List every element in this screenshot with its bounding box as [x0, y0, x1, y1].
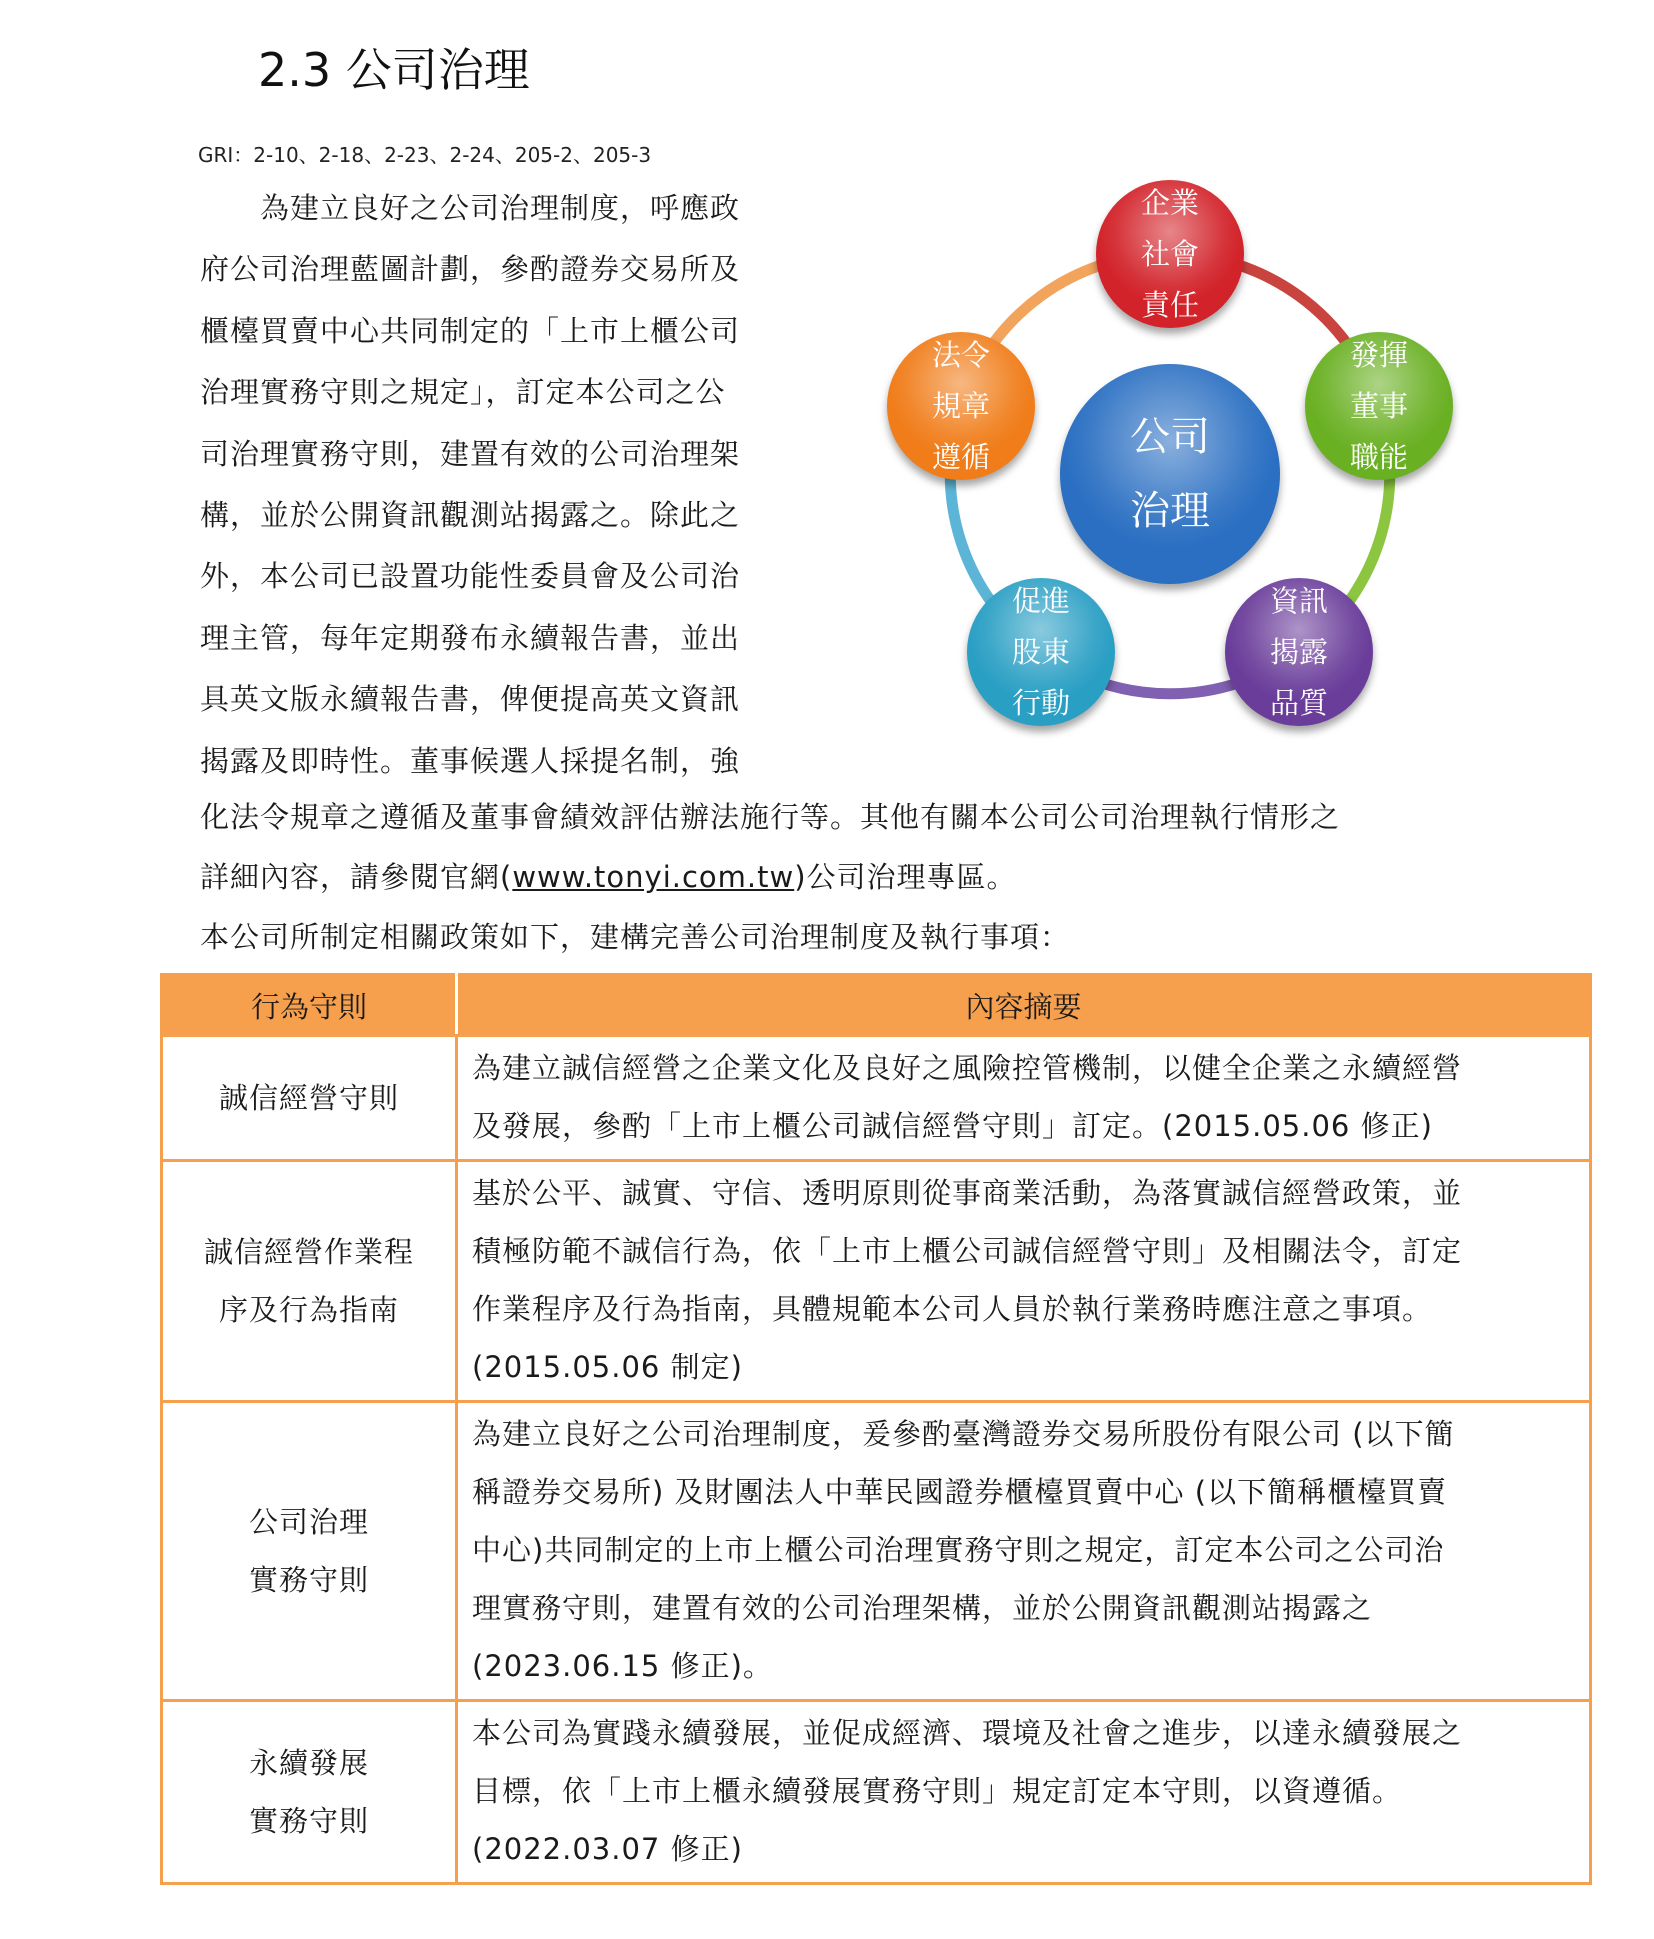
row-summary	[457, 1036, 1591, 1161]
summary-line: 為建立誠信經營之企業文化及良好之風險控管機制，以健全企業之永續經營	[472, 1051, 1463, 1085]
summary-line: 作業程序及行為指南，具體規範本公司人員於執行業務時應注意之事項。	[472, 1292, 1433, 1326]
node-label-line: 職能	[1349, 439, 1408, 474]
summary-line: 及發展，參酌「上市上櫃公司誠信經營守則」訂定。(2015.05.06 修正)	[472, 1109, 1433, 1143]
node-label-line: 品質	[1269, 685, 1328, 720]
gri-index: GRI：2-10、2-18、2-23、2-24、205-2、205-3	[198, 143, 652, 167]
intro-line: 具英文版永續報告書，俾便提高英文資訊	[200, 682, 741, 717]
code-line: 誠信經營守則	[218, 1081, 399, 1115]
summary-line: (2022.03.07 修正)	[472, 1832, 743, 1866]
policy-intro: 本公司所制定相關政策如下，建構完善公司治理制度及執行事項：	[200, 920, 1071, 954]
header-code: 行為守則	[162, 975, 457, 1036]
center-label-line: 公司	[1130, 414, 1210, 460]
center-label-line: 治理	[1130, 488, 1210, 534]
summary-line: 積極防範不誠信行為，依「上市上櫃公司誠信經營守則」及相關法令，訂定	[472, 1234, 1463, 1268]
center-node-governance	[1060, 364, 1280, 584]
intro-line: 治理實務守則之規定」，訂定本公司之公	[200, 375, 726, 410]
summary-line: 稱證券交易所) 及財團法人中華民國證券櫃檯買賣中心 (以下簡稱櫃檯買賣	[472, 1475, 1448, 1509]
row-code	[162, 1036, 457, 1161]
section-title: 2.3 公司治理	[258, 43, 530, 97]
intro-line: 化法令規章之遵循及董事會績效評估辦法施行等。其他有關本公司公司治理執行情形之	[200, 800, 1341, 834]
intro-line: 府公司治理藍圖計劃，參酌證券交易所及	[200, 252, 741, 287]
node-label-line: 責任	[1140, 287, 1199, 322]
node-board	[1305, 332, 1453, 480]
website-link[interactable]: www.tonyi.com.tw	[512, 860, 795, 894]
summary-line: (2015.05.06 制定)	[472, 1350, 743, 1384]
intro-continuation	[200, 787, 1340, 967]
intro-line: 櫃檯買賣中心共同制定的「上市上櫃公司	[200, 313, 741, 348]
summary-line: 本公司為實踐永續發展，並促成經濟、環境及社會之進步，以達永續發展之	[472, 1716, 1463, 1750]
summary-line: 目標，依「上市上櫃永續發展實務守則」規定訂定本守則，以資遵循。	[472, 1774, 1403, 1808]
node-label-line: 董事	[1349, 388, 1408, 423]
node-label-line: 促進	[1011, 583, 1070, 618]
code-line: 誠信經營作業程	[203, 1235, 414, 1269]
node-csr	[1096, 180, 1244, 328]
node-compliance	[887, 332, 1035, 480]
code-line: 公司治理	[248, 1505, 369, 1539]
table-row	[162, 1036, 1591, 1161]
intro-line	[200, 847, 1340, 907]
summary-line: 為建立良好之公司治理制度，爰參酌臺灣證券交易所股份有限公司 (以下簡	[472, 1417, 1455, 1451]
intro-line: 外，本公司已設置功能性委員會及公司治	[200, 559, 741, 594]
node-label-line: 社會	[1140, 236, 1199, 271]
code-line: 序及行為指南	[218, 1293, 399, 1327]
node-label-line: 遵循	[931, 439, 990, 474]
row-code	[162, 1402, 457, 1701]
intro-line: 揭露及即時性。董事候選人採提名制，強	[200, 743, 741, 778]
intro-line-post: )公司治理專區。	[794, 860, 1017, 894]
row-code	[162, 1701, 457, 1884]
summary-line: 中心)共同制定的上市上櫃公司治理實務守則之規定，訂定本公司之公司治	[472, 1533, 1445, 1567]
node-label-line: 企業	[1140, 185, 1199, 220]
summary-line: 基於公平、誠實、守信、透明原則從事商業活動，為落實誠信經營政策，並	[472, 1176, 1463, 1210]
table-row	[162, 1701, 1591, 1884]
summary-line: 理實務守則，建置有效的公司治理架構，並於公開資訊觀測站揭露之	[472, 1591, 1373, 1625]
intro-line: 司治理實務守則，建置有效的公司治理架	[200, 436, 741, 471]
node-shareholder	[967, 578, 1115, 726]
intro-line: 理主管，每年定期發布永續報告書，並出	[200, 620, 741, 655]
policy-table	[160, 973, 1592, 1885]
node-disclosure	[1225, 578, 1373, 726]
node-label-line: 資訊	[1269, 583, 1328, 618]
node-label-line: 行動	[1011, 685, 1070, 720]
row-summary	[457, 1402, 1591, 1701]
node-label-line: 股東	[1011, 634, 1070, 669]
row-summary	[457, 1161, 1591, 1402]
table-row	[162, 1402, 1591, 1701]
intro-line: 構，並於公開資訊觀測站揭露之。除此之	[200, 497, 741, 532]
row-code	[162, 1161, 457, 1402]
header-summary: 內容摘要	[457, 975, 1591, 1036]
code-line: 實務守則	[248, 1563, 369, 1597]
node-label-line: 發揮	[1349, 337, 1408, 372]
node-label-line: 法令	[931, 337, 990, 372]
code-line: 永續發展	[248, 1746, 369, 1780]
intro-line-pre: 詳細內容，請參閱官網(	[200, 860, 513, 894]
table-header-row	[162, 975, 1591, 1036]
governance-cycle-diagram	[860, 170, 1480, 760]
node-label-line: 規章	[931, 388, 990, 423]
row-summary	[457, 1701, 1591, 1884]
intro-line: 為建立良好之公司治理制度，呼應政	[200, 191, 741, 225]
summary-line: (2023.06.15 修正)。	[472, 1649, 773, 1683]
table-row	[162, 1161, 1591, 1402]
code-line: 實務守則	[248, 1804, 369, 1838]
node-label-line: 揭露	[1269, 634, 1328, 669]
